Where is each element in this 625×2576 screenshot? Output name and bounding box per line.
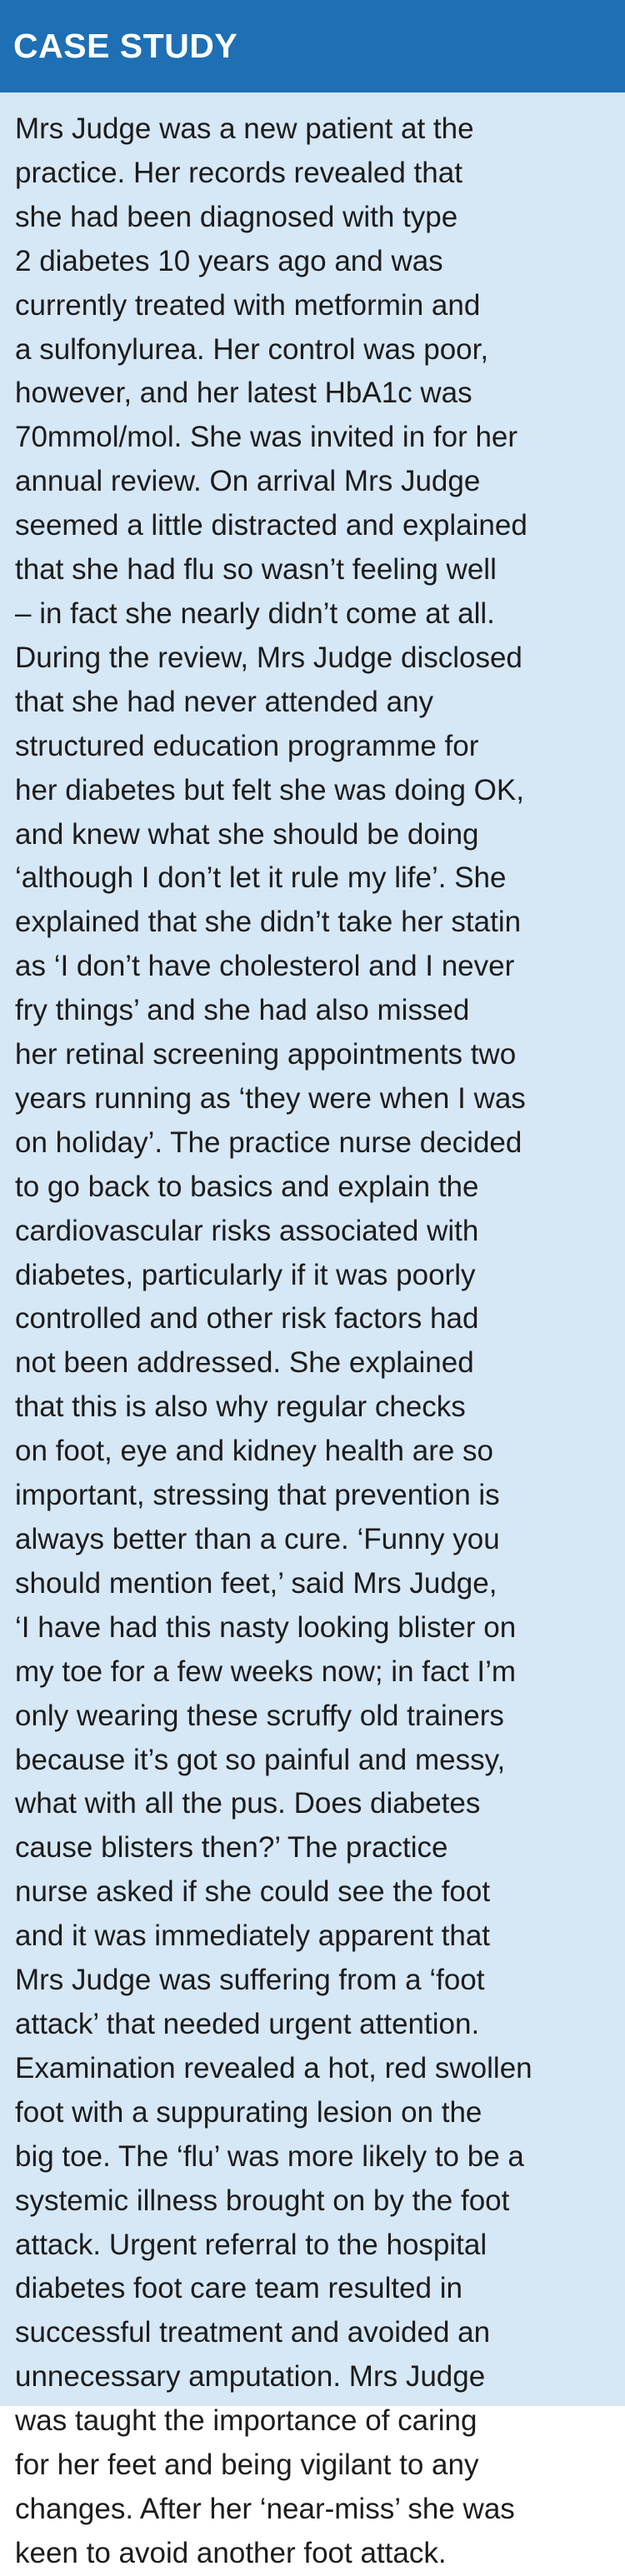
body-text-line: attack’ that needed urgent attention. — [15, 2007, 480, 2040]
body-text-line: her retinal screening appointments two — [15, 1038, 517, 1071]
body-text-line: structured education programme for — [15, 729, 479, 762]
case-study-body — [0, 92, 625, 2576]
body-text-line: changes. After her ‘near-miss’ she was — [15, 2492, 515, 2525]
body-text-line: diabetes foot care team resulted in — [15, 2272, 462, 2305]
body-text-line: years running as ‘they were when I was — [15, 1081, 526, 1115]
body-text-line: nurse asked if she could see the foot — [15, 1875, 491, 1909]
body-text-line: Mrs Judge was a new patient at the — [15, 112, 474, 145]
body-text-line: foot with a suppurating lesion on the — [15, 2095, 482, 2129]
body-text-line: always better than a cure. ‘Funny you — [15, 1523, 500, 1555]
body-text-line: cardiovascular risks associated with — [15, 1214, 479, 1247]
body-text-line: During the review, Mrs Judge disclosed — [15, 641, 522, 674]
body-text-line: was taught the importance of caring — [15, 2404, 478, 2438]
body-text-line: important, stressing that prevention is — [15, 1479, 500, 1512]
body-text-line: practice. Her records revealed that — [15, 156, 462, 189]
case-study-heading: CASE STUDY — [0, 0, 625, 92]
body-text-line: 2 diabetes 10 years ago and was — [15, 244, 443, 277]
body-text-line: fry things’ and she had also missed — [15, 994, 470, 1027]
body-text-line: Examination revealed a hot, red swollen — [15, 2051, 532, 2084]
body-text-line: cause blisters then?’ The practice — [15, 1831, 448, 1865]
body-text-line: because it’s got so painful and messy, — [15, 1743, 506, 1776]
body-text-line: unnecessary amputation. Mrs Judge — [15, 2360, 486, 2394]
body-text-line: that she had flu so wasn’t feeling well — [15, 553, 497, 587]
body-text-line: that this is also why regular checks — [15, 1390, 466, 1424]
body-text-line: seemed a little distracted and explained — [15, 509, 528, 542]
body-text-line: on holiday’. The practice nurse decided — [15, 1126, 522, 1159]
body-text-line: that she had never attended any — [15, 685, 434, 718]
body-text-line: and knew what she should be doing — [15, 817, 479, 851]
body-text-line: systemic illness brought on by the foot — [15, 2184, 510, 2217]
body-text-line: keen to avoid another foot attack. — [15, 2536, 447, 2569]
body-text-line: controlled and other risk factors had — [15, 1302, 479, 1335]
body-text-line: big toe. The ‘flu’ was more likely to be a — [15, 2139, 524, 2173]
body-text-line: attack. Urgent referral to the hospital — [15, 2228, 488, 2261]
body-text-line: should mention feet,’ said Mrs Judge, — [15, 1566, 498, 1600]
body-text-line: 70mmol/mol. She was invited in for her — [15, 421, 518, 454]
body-text-line: and it was immediately apparent that — [15, 1920, 491, 1953]
body-text-line: my toe for a few weeks now; in fact I’m — [15, 1655, 517, 1688]
body-text-line: her diabetes but felt she was doing OK, — [15, 773, 524, 806]
body-text-line: explained that she didn’t take her statin — [15, 906, 522, 939]
body-text-line: ‘although I don’t let it rule my life’. She — [15, 861, 507, 895]
body-text-line: ‘I have had this nasty looking blister on — [15, 1610, 517, 1644]
body-text-line: currently treated with metformin and — [15, 288, 481, 322]
body-text-line: annual review. On arrival Mrs Judge — [15, 465, 481, 498]
body-text-line: diabetes, particularly if it was poorly — [15, 1258, 476, 1291]
body-text-line: as ‘I don’t have cholesterol and I never — [15, 950, 515, 983]
body-text-line: she had been diagnosed with type — [15, 200, 458, 233]
body-text-line: for her feet and being vigilant to any — [15, 2449, 479, 2482]
body-text-line: a sulfonylurea. Her control was poor, — [15, 332, 489, 366]
body-text-line: not been addressed. She explained — [15, 1346, 474, 1380]
body-text-line: what with all the pus. Does diabetes — [15, 1787, 481, 1820]
body-text-line: Mrs Judge was suffering from a ‘foot — [15, 1964, 485, 1997]
body-text-line: only wearing these scruffy old trainers — [15, 1699, 504, 1732]
body-text-line: successful treatment and avoided an — [15, 2316, 491, 2349]
body-text-line: – in fact she nearly didn’t come at all. — [15, 597, 495, 630]
body-text-line: however, and her latest HbA1c was — [15, 377, 472, 410]
body-text-line: to go back to basics and explain the — [15, 1170, 479, 1203]
body-text-line: on foot, eye and kidney health are so — [15, 1435, 494, 1468]
